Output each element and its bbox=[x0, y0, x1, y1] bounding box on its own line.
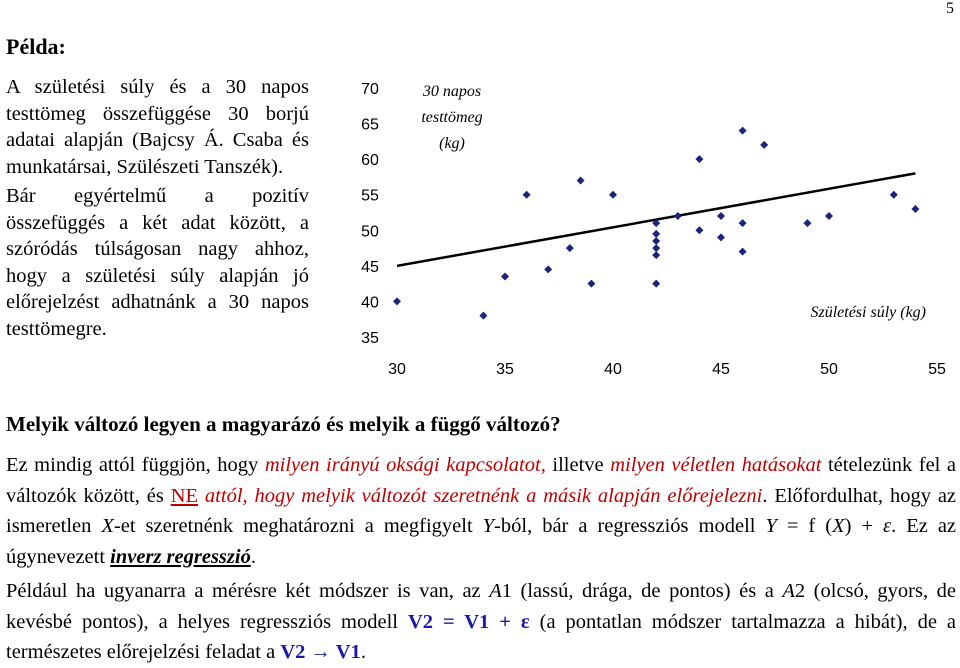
data-point bbox=[739, 248, 747, 256]
data-point bbox=[717, 212, 725, 220]
x-axis-label: Születési súly (kg) bbox=[810, 304, 926, 321]
paragraph-1 bbox=[6, 450, 956, 572]
p1-formula-plus: ) + bbox=[844, 515, 874, 537]
p1-var-x: X bbox=[101, 515, 114, 537]
data-point bbox=[479, 312, 487, 320]
x-tick-label: 30 bbox=[388, 361, 406, 378]
p1-text-6: -ból, bár a regressziós modell bbox=[494, 515, 756, 537]
data-points bbox=[393, 127, 919, 320]
data-point bbox=[393, 297, 401, 305]
y-tick-label: 55 bbox=[361, 187, 379, 205]
y-tick-label: 65 bbox=[361, 116, 379, 134]
p2-text-3: 2 (olcsó, gyors, de kevésbé pontos), a helyes regressziós modell bbox=[6, 580, 956, 633]
p2-text-4: (a pontatlan módszer tartalmazza a hibát), de a természetes előrejelzési feladat a bbox=[6, 610, 956, 663]
p1-text-5: -et szeretnénk meghatározni a megfigyelt bbox=[113, 515, 473, 537]
question-heading: Melyik változó legyen a magyarázó és melyik a függő változó? bbox=[6, 412, 561, 436]
data-point bbox=[544, 265, 552, 273]
data-point bbox=[577, 176, 585, 184]
data-point bbox=[803, 219, 811, 227]
p1-highlight-predict: attól, hogy melyik változót szeretnénk a másik alapján előrejelezni bbox=[204, 484, 763, 507]
p1-text-2: illetve bbox=[552, 454, 604, 476]
p2-text-2: 1 (lassú, drága, de pontos) és a bbox=[501, 580, 774, 602]
x-axis-ticks bbox=[388, 361, 946, 378]
p1-highlight-ne: NE bbox=[170, 484, 199, 507]
data-point bbox=[890, 191, 898, 199]
scatter-chart bbox=[340, 70, 956, 380]
y-tick-label: 70 bbox=[361, 81, 379, 98]
data-point bbox=[523, 191, 531, 199]
data-point bbox=[739, 127, 747, 135]
data-point bbox=[587, 280, 595, 288]
data-point bbox=[652, 251, 660, 259]
x-tick-label: 55 bbox=[928, 361, 946, 378]
data-point bbox=[695, 155, 703, 163]
y-axis-label-line-2: testtömeg bbox=[421, 109, 483, 126]
p2-text-5: . bbox=[360, 641, 366, 663]
paragraph-2 bbox=[6, 576, 956, 668]
data-point bbox=[652, 237, 660, 245]
page-number: 5 bbox=[946, 0, 954, 17]
example-title: Példa: bbox=[6, 34, 66, 59]
y-axis-ticks bbox=[361, 81, 379, 347]
intro-text bbox=[6, 74, 309, 345]
p2-text-1: Például ha ugyanarra a mérésre két módszer is van, az bbox=[6, 580, 481, 602]
data-point bbox=[652, 244, 660, 252]
intro-paragraph-2: Bár egyértelmű a pozitív összefüggés a két adat között, a szóródás túlságosan nagy ahhoz, hogy a születési súly alapján jó előrejelzést adhatnánk a 30 napos testtömegre. bbox=[6, 185, 309, 340]
data-point bbox=[717, 233, 725, 241]
data-point bbox=[652, 230, 660, 238]
p1-inverse-regression: inverz regresszió bbox=[110, 545, 251, 568]
y-tick-label: 40 bbox=[361, 294, 379, 312]
p1-text-1: Ez mindig attól függjön, hogy bbox=[6, 454, 259, 476]
p1-formula-y: Y bbox=[765, 515, 777, 537]
y-tick-label: 60 bbox=[361, 152, 379, 170]
y-tick-label: 45 bbox=[361, 258, 379, 276]
y-axis-label-line-3: (kg) bbox=[439, 135, 465, 152]
x-tick-label: 35 bbox=[496, 361, 514, 378]
p1-var-y: Y bbox=[482, 515, 495, 537]
p1-text-8: . bbox=[250, 545, 256, 568]
data-point bbox=[501, 273, 509, 281]
p1-formula-f: = f ( bbox=[786, 515, 833, 537]
p1-highlight-causal: milyen irányú oksági kapcsolatot, bbox=[264, 454, 546, 476]
p1-formula-x: X bbox=[832, 515, 845, 537]
data-point bbox=[739, 219, 747, 227]
p1-text-4: . Előfordulhat, hogy az ismeretlen bbox=[6, 484, 957, 537]
data-point bbox=[609, 191, 617, 199]
y-axis-label-line-1: 30 napos bbox=[422, 83, 482, 100]
data-point bbox=[825, 212, 833, 220]
p2-var-a1: A bbox=[489, 580, 502, 602]
intro-paragraph-1: A születési súly és a 30 napos testtömeg összefüggése 30 borjú adatai alapján (Bajcsy Á. Csaba és munkatársai, Szülészeti Tanszék). bbox=[6, 76, 309, 178]
data-point bbox=[652, 280, 660, 288]
data-point bbox=[566, 244, 574, 252]
p2-var-a2: A bbox=[782, 580, 795, 602]
p1-formula-eps: ε bbox=[883, 515, 892, 537]
p1-text-7: . Ez az úgynevezett bbox=[6, 515, 957, 568]
x-tick-label: 40 bbox=[604, 361, 622, 378]
y-tick-label: 50 bbox=[361, 223, 379, 241]
p1-highlight-random: milyen véletlen hatásokat bbox=[610, 454, 822, 476]
data-point bbox=[695, 226, 703, 234]
x-tick-label: 50 bbox=[820, 361, 838, 378]
p2-model-formula: V2 = V1 + ε bbox=[407, 610, 530, 633]
data-point bbox=[674, 212, 682, 220]
data-point bbox=[911, 205, 919, 213]
y-tick-label: 35 bbox=[361, 330, 379, 347]
x-tick-label: 45 bbox=[712, 361, 730, 378]
p1-text-3: tételezünk fel a változók között, és bbox=[6, 454, 957, 507]
p2-prediction-formula: V2 → V1 bbox=[280, 641, 361, 663]
data-point bbox=[760, 141, 768, 149]
